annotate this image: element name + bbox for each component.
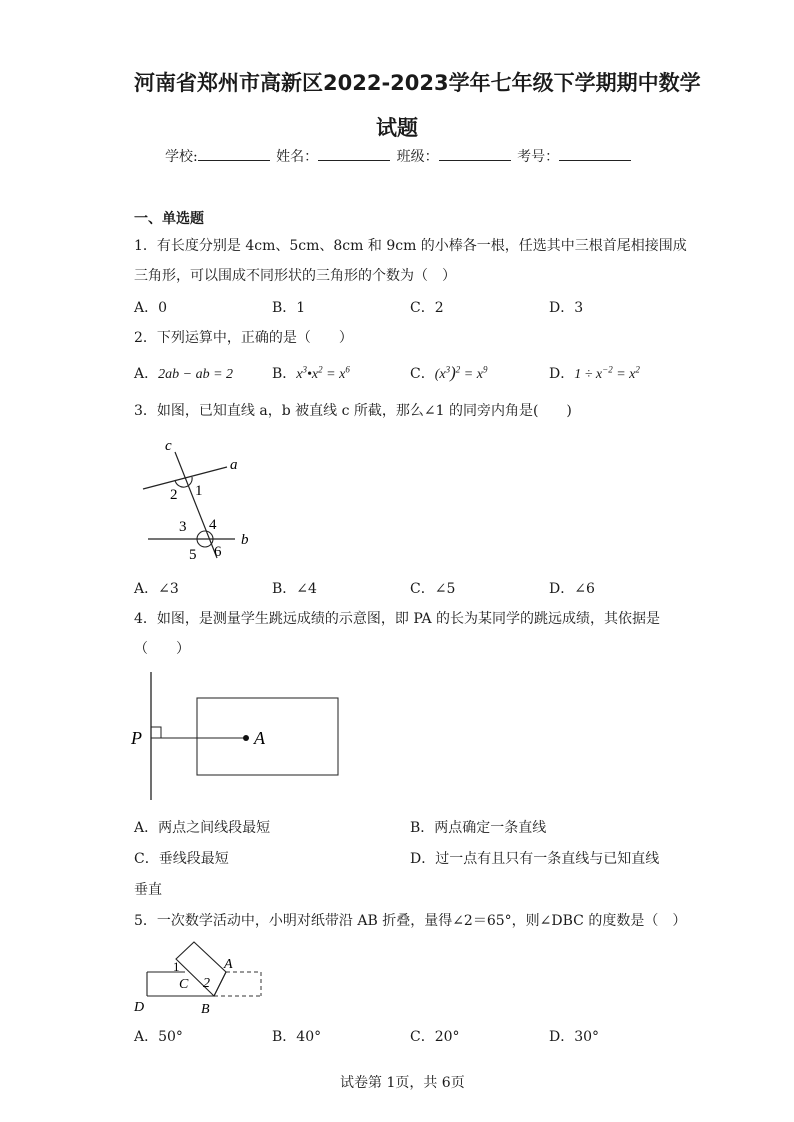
name-blank[interactable]: [318, 147, 390, 161]
q2-expression-c: $(x^3)^2 = x^9$: [434, 363, 488, 382]
q1-option-b[interactable]: B．1: [272, 300, 306, 316]
angle-label-3: 3: [179, 519, 187, 535]
q2-text: 2．下列运算中，正确的是（ ）: [134, 330, 353, 346]
option-letter: B．: [272, 366, 297, 382]
q5-option-a[interactable]: A．50°: [134, 1029, 183, 1045]
label-a: a: [230, 457, 238, 473]
q3-figure-parallel-lines: [130, 432, 270, 567]
section-heading: 一、单选题: [134, 211, 204, 227]
fold-line-ab: [214, 972, 226, 996]
q4-figure-long-jump: [125, 670, 350, 805]
q1-option-a[interactable]: A．0: [134, 300, 168, 316]
q4-option-c[interactable]: C．垂线段最短: [134, 851, 229, 867]
option-letter: D．: [549, 366, 575, 382]
q5-option-d[interactable]: D．30°: [549, 1029, 600, 1045]
q2-option-d[interactable]: [549, 363, 640, 383]
label-a: A: [254, 728, 265, 748]
q2-expression-a: 2ab − ab = 2: [158, 367, 234, 382]
q4-option-d[interactable]: D．过一点有且只有一条直线与已知直线: [410, 851, 660, 867]
q5-text: 5．一次数学活动中，小明对纸带沿 AB 折叠，量得∠2＝65°，则∠DBC 的度数是（ ）: [134, 913, 687, 929]
q1-text-line2: 三角形，可以围成不同形状的三角形的个数为（ ）: [134, 268, 456, 284]
q1-text-line1: 1．有长度分别是 4cm、5cm、8cm 和 9cm 的小棒各一根，任选其中三根首尾相接围成: [134, 238, 687, 254]
q4-option-d-continued: 垂直: [134, 882, 162, 898]
q5-figure-folded-strip: [130, 938, 270, 1018]
q3-option-b[interactable]: B．∠4: [272, 581, 317, 597]
angle-label-5: 5: [189, 547, 197, 563]
q4-text-line2: （ ）: [134, 641, 190, 657]
student-info-row: [165, 146, 633, 166]
q3-option-a[interactable]: A．∠3: [134, 581, 179, 597]
label-b: B: [201, 1002, 210, 1017]
exam-number-label: 考号：: [517, 149, 560, 165]
angle-label-4: 4: [209, 517, 217, 533]
label-d: D: [134, 1000, 145, 1015]
q2-option-b[interactable]: [272, 363, 350, 383]
label-a: A: [224, 957, 233, 972]
class-blank[interactable]: [439, 147, 511, 161]
exam-number-blank[interactable]: [559, 147, 631, 161]
class-label: 班级：: [396, 149, 439, 165]
q3-option-d[interactable]: D．∠6: [549, 581, 595, 597]
q4-text-line1: 4．如图，是测量学生跳远成绩的示意图，即 PA 的长为某同学的跳远成绩，其依据是: [134, 611, 661, 627]
label-c: C: [179, 977, 189, 992]
q1-option-d[interactable]: D．3: [549, 300, 584, 316]
name-label: 姓名：: [276, 149, 319, 165]
option-letter: A．: [134, 366, 159, 382]
page-footer: 试卷第 1页，共 6页: [340, 1075, 465, 1091]
exam-title-line1: 河南省郑州市高新区2022-2023学年七年级下学期期中数学: [134, 71, 701, 95]
line-c: [175, 452, 217, 558]
option-letter: C．: [410, 366, 435, 382]
q3-text: 3．如图，已知直线 a，b 被直线 c 所截，那么∠1 的同旁内角是( ): [134, 403, 572, 419]
sand-pit: [197, 698, 338, 775]
q1-option-c[interactable]: C．2: [410, 300, 444, 316]
angle-label-2: 2: [170, 487, 178, 503]
q2-expression-b: $x^3•x^2 = x^6$: [296, 364, 350, 382]
label-b: b: [241, 532, 249, 548]
label-2: 2: [203, 976, 210, 991]
q3-option-c[interactable]: C．∠5: [410, 581, 456, 597]
q2-option-c[interactable]: [410, 363, 487, 383]
q5-option-b[interactable]: B．40°: [272, 1029, 322, 1045]
label-p: P: [131, 728, 142, 748]
right-angle-mark: [151, 727, 161, 738]
label-c: c: [165, 438, 172, 454]
q2-option-a[interactable]: [134, 363, 233, 383]
q4-option-a[interactable]: A．两点之间线段最短: [134, 820, 271, 836]
angle-label-1: 1: [195, 483, 203, 499]
exam-title-line2: 试题: [376, 116, 418, 140]
school-label: 学校:: [165, 149, 198, 165]
q2-expression-d: $1 \div x^{-2} = x^2$: [574, 364, 640, 382]
point-a-dot: [243, 735, 249, 741]
label-1: 1: [173, 959, 180, 974]
q4-option-b[interactable]: B．两点确定一条直线: [410, 820, 547, 836]
angle-label-6: 6: [214, 544, 222, 560]
q5-option-c[interactable]: C．20°: [410, 1029, 460, 1045]
school-blank[interactable]: [198, 147, 270, 161]
